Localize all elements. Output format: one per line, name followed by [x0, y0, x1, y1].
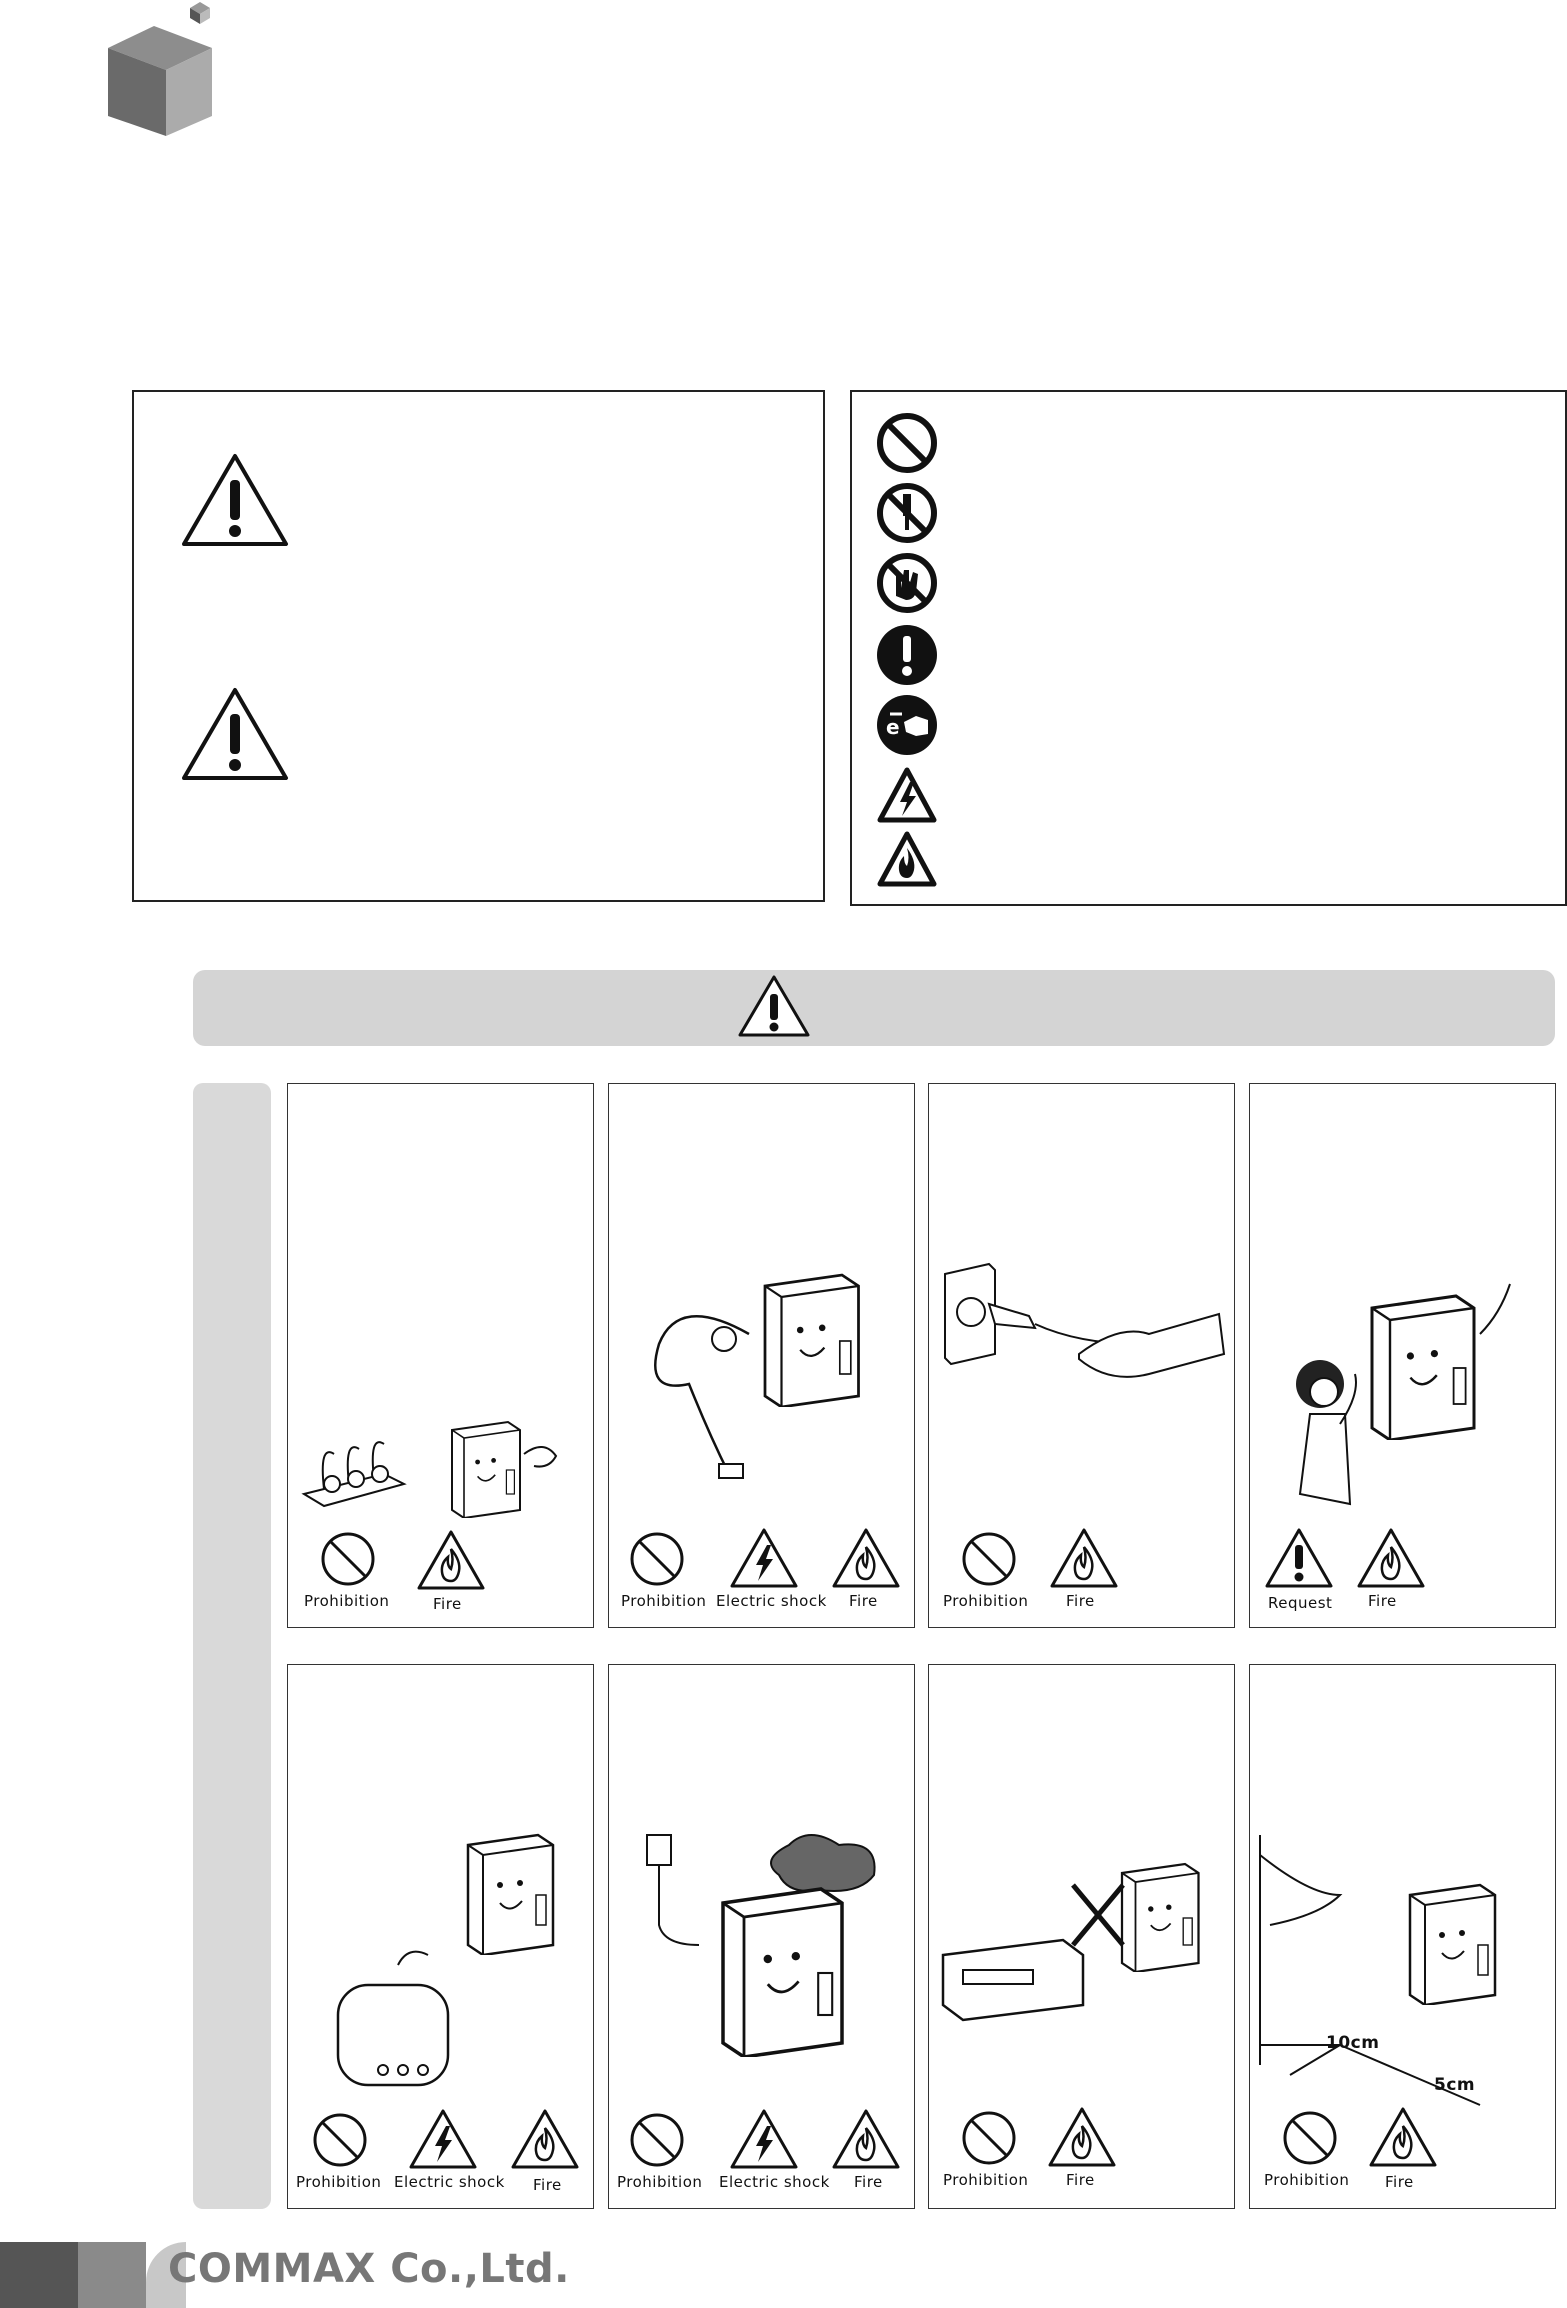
electric-shock-icon [729, 1527, 799, 1589]
label-fire: Fire [1385, 2173, 1414, 2191]
cord-pull-illustration [639, 1254, 899, 1494]
footer-bar-mid [78, 2242, 146, 2308]
label-fire: Fire [854, 2173, 883, 2191]
label-fire: Fire [533, 2176, 562, 2194]
fire-icon [831, 1527, 901, 1589]
fire-icon [1047, 2106, 1117, 2168]
mandatory-icon [876, 624, 938, 686]
symbol-legend-box [850, 390, 1567, 906]
no-disassembly-icon [876, 482, 938, 544]
fire-icon [1049, 1527, 1119, 1589]
prohibition-icon [959, 1529, 1019, 1589]
prohibition-icon [627, 2110, 687, 2170]
caution-panel-1 [287, 1083, 594, 1628]
prohibition-icon [876, 412, 938, 474]
caution-panel-4 [1249, 1083, 1556, 1628]
label-electric-shock: Electric shock [394, 2173, 505, 2191]
electric-shock-icon [729, 2108, 799, 2170]
label-fire: Fire [1066, 1592, 1095, 1610]
label-fire: Fire [1066, 2171, 1095, 2189]
label-request: Request [1268, 1594, 1333, 1612]
prohibition-icon [959, 2108, 1019, 2168]
caution-panel-3 [928, 1083, 1235, 1628]
caution-panel-2 [608, 1083, 915, 1628]
section-sidebar [193, 1083, 271, 2209]
power-strip-illustration [294, 1384, 584, 1534]
cube-logo [100, 0, 220, 140]
humidifier-illustration [338, 1825, 588, 2085]
electric-shock-icon [408, 2108, 478, 2170]
no-stacking-illustration [943, 1855, 1223, 2045]
prohibition-icon [1280, 2108, 1340, 2168]
fire-icon [416, 1529, 486, 1591]
svg-text:e: e [886, 715, 900, 739]
plug-wall-illustration [939, 1264, 1229, 1424]
label-fire: Fire [849, 1592, 878, 1610]
electric-shock-icon [876, 766, 938, 824]
label-prohibition: Prohibition [296, 2173, 382, 2191]
label-prohibition: Prohibition [943, 2171, 1029, 2189]
label-fire: Fire [1368, 1592, 1397, 1610]
company-brand: COMMAX Co.,Ltd. [168, 2246, 570, 2292]
label-prohibition: Prohibition [617, 2173, 703, 2191]
prohibition-icon [318, 1529, 378, 1589]
label-prohibition: Prohibition [304, 1592, 390, 1610]
warning-band [193, 970, 1555, 1046]
caution-panel-5 [287, 1664, 594, 2209]
fire-icon [510, 2108, 580, 2170]
clearance-5cm-label: 5cm [1434, 2075, 1476, 2095]
no-wet-hands-icon [876, 552, 938, 614]
footer-bar-dark [0, 2242, 78, 2308]
fire-icon [1356, 1527, 1426, 1589]
label-electric-shock: Electric shock [719, 2173, 830, 2191]
lightning-illustration [639, 1835, 909, 2095]
label-prohibition: Prohibition [943, 1592, 1029, 1610]
request-icon [1264, 1527, 1334, 1589]
fire-icon [1368, 2106, 1438, 2168]
prohibition-icon [310, 2110, 370, 2170]
service-request-illustration [1270, 1274, 1550, 1534]
label-electric-shock: Electric shock [716, 1592, 827, 1610]
fire-icon [831, 2108, 901, 2170]
warning-triangle-icon [180, 452, 290, 548]
prohibition-icon [627, 1529, 687, 1589]
caution-panel-7 [928, 1664, 1235, 2209]
caution-panel-6 [608, 1664, 915, 2209]
label-fire: Fire [433, 1595, 462, 1613]
label-prohibition: Prohibition [1264, 2171, 1350, 2189]
unplug-icon [876, 694, 938, 756]
warning-caution-box [132, 390, 825, 902]
clearance-illustration [1250, 1835, 1550, 2105]
caution-triangle-icon [180, 686, 290, 782]
fire-icon [876, 830, 938, 888]
clearance-10cm-label: 10cm [1326, 2033, 1380, 2053]
caution-panel-8 [1249, 1664, 1556, 2209]
label-prohibition: Prohibition [621, 1592, 707, 1610]
warning-triangle-icon [737, 974, 811, 1038]
